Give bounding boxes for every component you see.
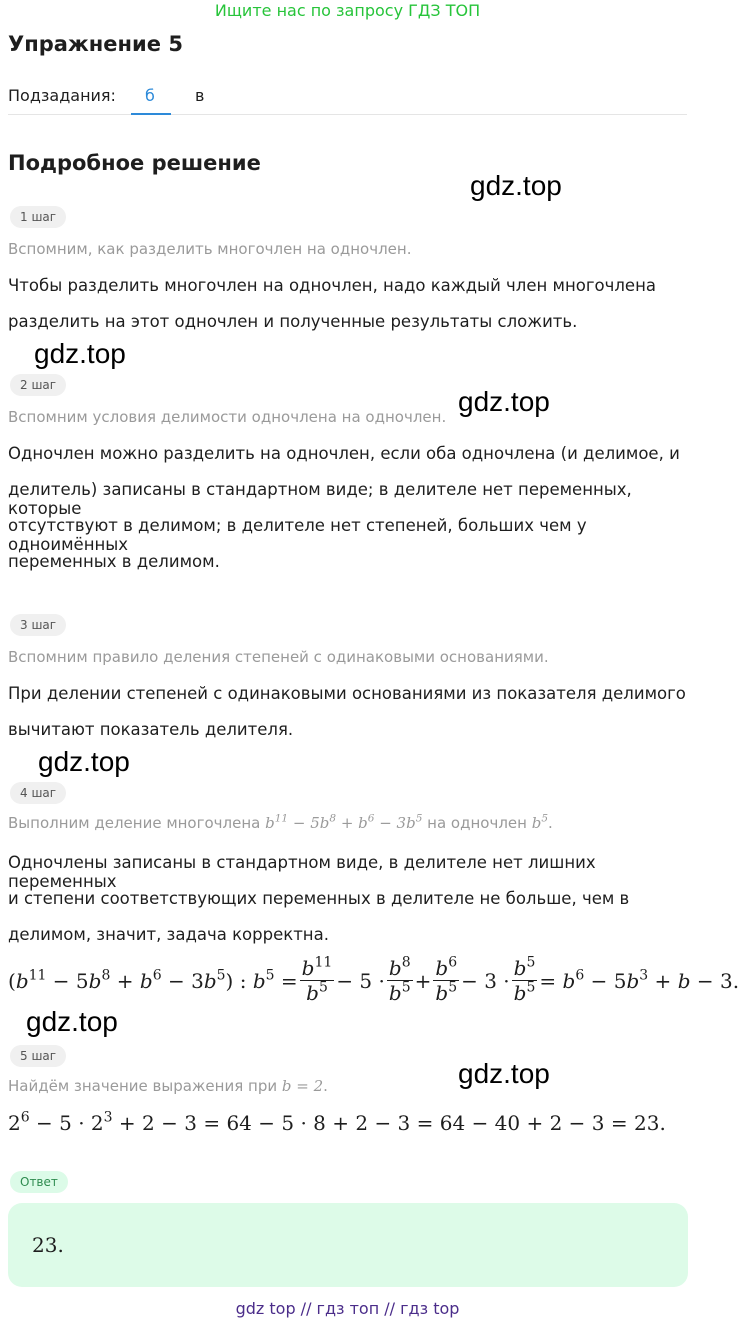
step-badge: 2 шаг <box>10 374 66 396</box>
step-badge: 3 шаг <box>10 614 66 636</box>
monomial-formula: $b^5$ <box>531 812 549 832</box>
condition-formula: b = 2 <box>281 1077 324 1095</box>
tab-v[interactable]: в <box>195 86 205 105</box>
step-note <box>8 1077 328 1095</box>
tab-b[interactable]: б <box>145 86 155 105</box>
step-note: Вспомним, как разделить многочлен на одночлен. <box>8 240 412 258</box>
step-note-text: Найдём значение выражения при <box>8 1077 282 1095</box>
step-badge: 5 шаг <box>10 1045 66 1067</box>
answer-badge: Ответ <box>10 1171 68 1193</box>
watermark: gdz.top <box>470 170 562 201</box>
step-note-text: на одночлен <box>422 814 532 832</box>
step-text-line: Одночлен можно разделить на одночлен, если оба одночлена (и делимое, и <box>8 444 680 463</box>
step-text-line: вычитают показатель делителя. <box>8 720 294 739</box>
active-tab-indicator <box>131 113 171 115</box>
step-text-line: При делении степеней с одинаковыми основаниями из показателя делимого <box>8 684 686 703</box>
footer-links[interactable]: gdz top // гдз топ // гдз top <box>235 1299 460 1318</box>
answer-box <box>8 1203 688 1287</box>
step-text-line: переменных в делимом. <box>8 552 220 571</box>
step-note <box>8 814 553 832</box>
polynomial-formula: $b^{11} - 5b^8 + b^6 - 3b^5$ <box>265 812 423 832</box>
watermark: gdz.top <box>26 1006 118 1037</box>
watermark: gdz.top <box>458 1058 550 1089</box>
watermark: gdz.top <box>458 386 550 417</box>
step-note-text: . <box>548 814 553 832</box>
step-text-line: Одночлены записаны в стандартном виде, в делителе нет лишних переменных <box>8 853 596 891</box>
step-badge: 4 шаг <box>10 782 66 804</box>
subtasks-label: Подзадания: <box>8 86 116 105</box>
step-text-line: разделить на этот одночлен и полученные результаты сложить. <box>8 312 578 331</box>
section-title: Подробное решение <box>8 151 261 175</box>
step-note: Вспомним правило деления степеней с одинаковыми основаниями. <box>8 648 549 666</box>
answer-value: 23. <box>32 1233 64 1257</box>
step-text-line: Чтобы разделить многочлен на одночлен, надо каждый член многочлена <box>8 276 656 295</box>
step-text-line: отсутствуют в делимом; в делителе нет степеней, больших чем у одноимённых <box>8 516 587 554</box>
step-note-text: . <box>323 1077 328 1095</box>
step-note: Вспомним условия делимости одночлена на одночлен. <box>8 408 447 426</box>
search-banner: Ищите нас по запросу ГДЗ ТОП <box>214 1 481 20</box>
step-text-line: и степени соответствующих переменных в делителе не больше, чем в <box>8 889 630 908</box>
step-badge: 1 шаг <box>10 206 66 228</box>
watermark: gdz.top <box>34 338 126 369</box>
step-note-text: Выполним деление многочлена <box>8 814 266 832</box>
evaluation-formula: $2^6 - 5 \cdot 2^3 + 2 - 3 = 64 - 5 \cdot 8 + 2 - 3 = 64 - 40 + 2 - 3 = 23$. <box>8 1109 666 1135</box>
divider <box>8 114 687 115</box>
step-text-line: делитель) записаны в стандартном виде; в делителе нет переменных, которые <box>8 480 632 518</box>
watermark: gdz.top <box>38 746 130 777</box>
division-formula: $(b^{11} - 5b^8 + b^6 - 3b^5)$ : $b^5$ = $\frac{b^{11}}{b^5}$ − 5 · $\frac{b^8}{b^5}$ + $\frac{b^6}{b^5}$ − 3 · $\frac{b^5}{b^5}$ = $b^6 - 5b^3 + b - 3$. <box>8 954 739 1005</box>
step-text-line: делимом, значит, задача корректна. <box>8 925 329 944</box>
page-title: Упражнение 5 <box>8 32 183 56</box>
